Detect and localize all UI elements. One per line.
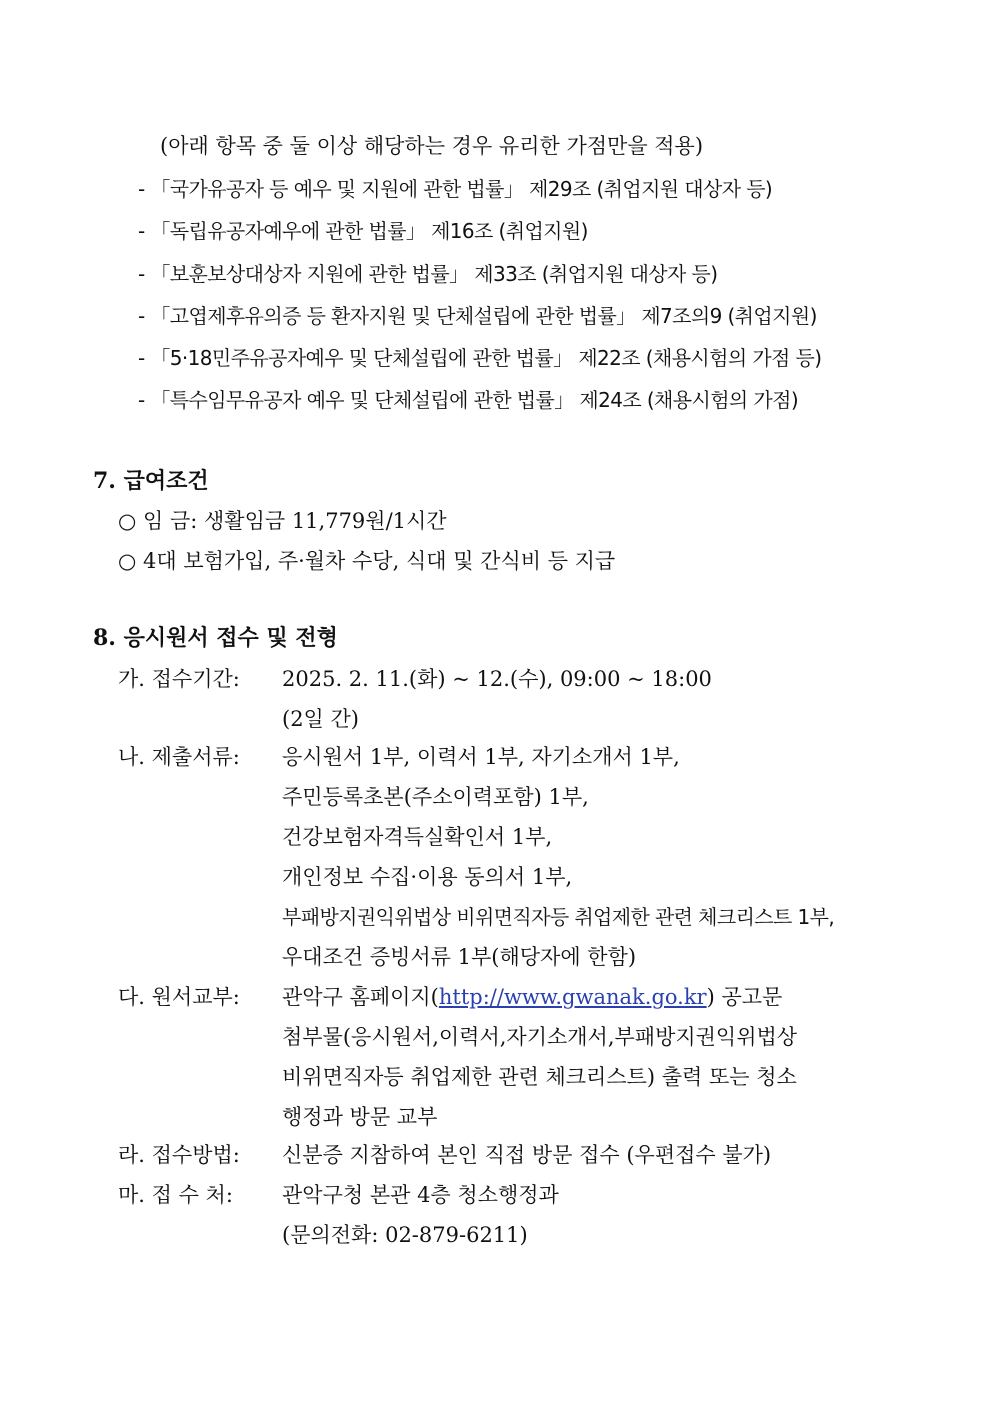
distribution-line-3: 비위면직자등 취업제한 관련 체크리스트) 출력 또는 청소: [282, 1065, 797, 1089]
document-line-1: 응시원서 1부, 이력서 1부, 자기소개서 1부,: [282, 745, 680, 769]
distribution-line-2: 첨부물(응시원서,이력서,자기소개서,부패방지권익위법상: [282, 1025, 798, 1049]
document-line-5: 부패방지권익위법상 비위면직자등 취업제한 관련 체크리스트 1부,: [282, 905, 835, 929]
document-line-6: 우대조건 증빙서류 1부(해당자에 한함): [282, 945, 637, 969]
contact-phone: (문의전화: 02-879-6211): [282, 1223, 528, 1247]
document-line-2: 주민등록초본(주소이력포함) 1부,: [282, 785, 589, 809]
document-line-3: 건강보험자격득실확인서 1부,: [282, 825, 553, 849]
period-value: 2025. 2. 11.(화) ~ 12.(수), 09:00 ~ 18:00: [282, 667, 712, 691]
distribution-prefix: 관악구 홈페이지(: [282, 985, 439, 1009]
section-7-heading: 7. 급여조건: [93, 468, 209, 494]
section-8-heading: 8. 응시원서 접수 및 전형: [93, 625, 338, 651]
location-label: 마. 접 수 처:: [118, 1183, 233, 1207]
method-label: 라. 접수방법:: [118, 1143, 240, 1167]
distribution-line-1: [282, 984, 782, 1010]
benefits-item: ○ 4대 보험가입, 주·월차 수당, 식대 및 간식비 등 지급: [118, 549, 616, 573]
law-item-1: - 「국가유공자 등 예우 및 지원에 관한 법률」 제29조 (취업지원 대상자 등): [138, 177, 773, 201]
distribution-line-4: 행정과 방문 교부: [282, 1105, 438, 1129]
law-item-5: - 「5·18민주유공자예우 및 단체설립에 관한 법률」 제22조 (채용시험의 가점 등): [138, 346, 822, 370]
law-item-2: - 「독립유공자예우에 관한 법률」 제16조 (취업지원): [138, 219, 588, 243]
documents-label: 나. 제출서류:: [118, 745, 240, 769]
wage-item: ○ 임 금: 생활임금 11,779원/1시간: [118, 509, 447, 533]
period-duration: (2일 간): [282, 707, 359, 731]
law-item-3: - 「보훈보상대상자 지원에 관한 법률」 제33조 (취업지원 대상자 등): [138, 262, 718, 286]
document-line-4: 개인정보 수집·이용 동의서 1부,: [282, 865, 573, 889]
period-label: 가. 접수기간:: [118, 667, 240, 691]
distribution-suffix: ) 공고문: [706, 985, 783, 1009]
law-item-6: - 「특수임무유공자 예우 및 단체설립에 관한 법률」 제24조 (채용시험의 가점): [138, 388, 799, 412]
distribution-label: 다. 원서교부:: [118, 985, 240, 1009]
law-item-4: - 「고엽제후유의증 등 환자지원 및 단체설립에 관한 법률」 제7조의9 (취업지원): [138, 304, 817, 328]
method-value: 신분증 지참하여 본인 직접 방문 접수 (우편접수 불가): [282, 1143, 772, 1167]
homepage-link[interactable]: http://www.gwanak.go.kr: [438, 985, 707, 1009]
location-value: 관악구청 본관 4층 청소행정과: [282, 1183, 559, 1207]
bonus-note: (아래 항목 중 둘 이상 해당하는 경우 유리한 가점만을 적용): [160, 134, 704, 158]
